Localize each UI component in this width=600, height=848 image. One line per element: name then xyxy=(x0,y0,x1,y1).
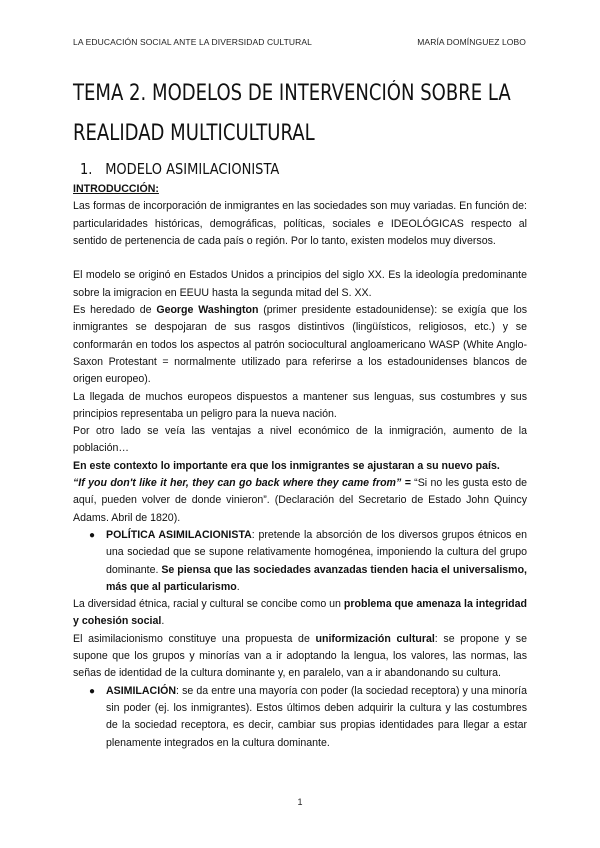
paragraph-6 xyxy=(73,458,527,475)
page-number: 1 xyxy=(297,797,303,807)
section-number: 1. xyxy=(80,160,93,178)
paragraph-1: Las formas de incorporación de inmigrantes en las sociedades son muy variadas. En función de: particularidades históricas, demográficas, políticas, sociales e IDEOLÓGICAS respecto al sentido de pertenencia de cada país o región. Por lo tanto, existen modelos muy diversos. xyxy=(73,200,527,247)
b2-term: ASIMILACIÓN xyxy=(106,684,177,697)
p9-text-c: : se propone y se supone que los grupos y minorías van a ir adoptando la lengua, los valores, las normas, las señas de identidad de la cultura dominante y, en paralelo, van a ir abandonando su cultura. xyxy=(73,632,527,680)
p7-quote: “If you don't like it her, they can go back where they came from” = xyxy=(73,477,411,490)
b1-end: . xyxy=(236,580,240,593)
section-heading xyxy=(80,160,279,178)
p9-bold-text: uniformización cultural xyxy=(315,632,435,645)
intro-heading: INTRODUCCIÓN: xyxy=(73,183,159,195)
paragraph-3 xyxy=(73,302,527,388)
paragraph-2: El modelo se originó en Estados Unidos a principios del siglo XX. Es la ideología predominante sobre la imigracion en EEUU hasta la segunda mitad del S. XX. xyxy=(73,269,527,299)
bullet-icon: ● xyxy=(89,685,96,697)
b2-text: : se da entre una mayoría con poder (la sociedad receptora) y una minoría sin poder (ej. los inmigrantes). Estos últimos deben adquirir la cultura y las costumbres de la sociedad receptora, es decir, cambiar sus propias identidades para llegar a estar plenamente integrados en la cultura dominante. xyxy=(106,684,527,749)
p3-text-c: (primer presidente estadounidense): se exigía que los inmigrantes se despojaran de sus rasgos distintivos (lingüísticos, religiosos, etc.) y se conformarán en todos los aspectos al patrón sociocultural angloamericano WASP (White Anglo-Saxon Protestant = normalmente utilizado para referirse a los estadounidenses blancos de origen europeo). xyxy=(73,304,528,386)
paragraph-7 xyxy=(73,475,527,527)
bullet-icon: ● xyxy=(89,529,96,541)
p8-text-c: . xyxy=(161,615,165,628)
body-content xyxy=(73,181,527,752)
bullet-list-2 xyxy=(73,683,527,752)
p3-text-a: Es heredado de xyxy=(73,304,157,317)
bullet-list-1 xyxy=(73,527,527,596)
p9-text-a: El asimilacionismo constituye una propuesta de xyxy=(73,632,316,645)
bullet-politica-asimilacionista xyxy=(73,527,527,596)
page-header xyxy=(73,37,526,49)
paragraph-5: Por otro lado se veía las ventajas a nivel económico de la inmigración, aumento de la población… xyxy=(73,425,527,455)
p3-george-washington: George Washington xyxy=(156,304,259,317)
p8-text-a: La diversidad étnica, racial y cultural se concibe como un xyxy=(73,598,344,611)
p8-bold-text: problema que amenaza la integridad y cohesión social xyxy=(73,598,527,628)
p7-translation: “Si no les gusta esto de aquí, pueden volver de donde vinieron”. (Declaración del Secretario de Estado John Quincy Adams. Abril de 1820). xyxy=(73,477,527,524)
b1-text: : pretende la absorción de los diversos grupos étnicos en una sociedad que se supone relativamente homogénea, imponiendo la cultura del grupo dominante. xyxy=(106,528,527,576)
b1-term: POLÍTICA ASIMILACIONISTA xyxy=(106,528,252,541)
section-title: MODELO ASIMILACIONISTA xyxy=(105,160,280,178)
document-title: TEMA 2. MODELOS DE INTERVENCIÓN SOBRE LA REALIDAD MULTICULTURAL xyxy=(73,81,511,146)
b1-bold-text: Se piensa que las sociedades avanzadas tienden hacia el universalismo, más que al particularismo xyxy=(106,563,528,593)
paragraph-8 xyxy=(73,596,527,631)
paragraph-4: La llegada de muchos europeos dispuestos a mantener sus lenguas, sus costumbres y sus principios representaba un peligro para la nueva nación. xyxy=(73,390,527,420)
bullet-asimilacion xyxy=(73,683,527,752)
paragraph-9 xyxy=(73,631,527,683)
header-course-title: LA EDUCACIÓN SOCIAL ANTE LA DIVERSIDAD CULTURAL xyxy=(73,37,312,47)
header-author: MARÍA DOMÍNGUEZ LOBO xyxy=(417,37,526,47)
paragraph-gap xyxy=(73,250,527,267)
p6-bold-text: En este contexto lo importante era que los inmigrantes se ajustaran a su nuevo país. xyxy=(73,459,500,472)
